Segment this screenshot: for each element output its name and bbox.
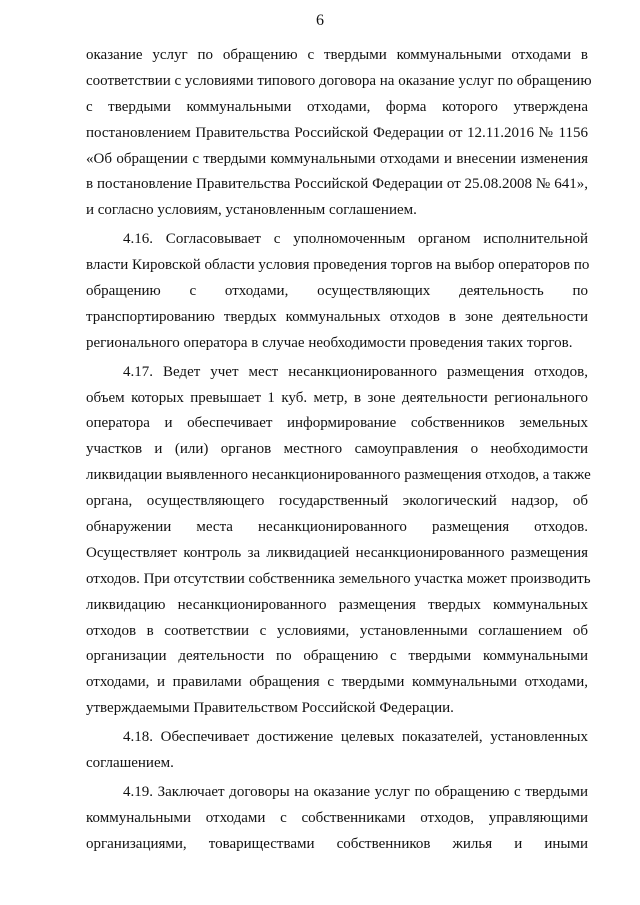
text-line: коммунальными отходами с собственниками отходов, управляющими bbox=[86, 809, 588, 826]
text-line: 4.18. Обеспечивает достижение целевых показателей, установленных bbox=[123, 729, 588, 746]
text-line: Осуществляет контроль за ликвидацией несанкционированного размещения bbox=[86, 544, 588, 561]
text-line: утверждаемыми Правительством Российской Федерации. bbox=[86, 700, 454, 717]
text-line: власти Кировской области условия проведения торгов на выбор операторов по bbox=[86, 257, 590, 274]
text-line: отходами, и правилами обращения с твердыми коммунальными отходами, bbox=[86, 674, 588, 691]
text-line: с твердыми коммунальными отходами, форма которого утверждена bbox=[86, 98, 588, 115]
text-line: «Об обращении с твердыми коммунальными отходами и внесении изменения bbox=[86, 150, 588, 167]
text-line: оператора и обеспечивает информирование собственников земельных bbox=[86, 415, 588, 432]
text-line: ликвидации выявленного несанкционированного размещения отходов, а также bbox=[86, 467, 591, 484]
text-line: регионального оператора в случае необходимости проведения таких торгов. bbox=[86, 334, 573, 351]
text-line: объем которых превышает 1 куб. метр, в зоне деятельности регионального bbox=[86, 389, 588, 406]
text-line: органа, осуществляющего государственный экологический надзор, об bbox=[86, 493, 588, 510]
paragraph bbox=[86, 725, 588, 777]
paragraph bbox=[86, 43, 592, 224]
text-line: организации деятельности по обращению с твердыми коммунальными bbox=[86, 648, 588, 665]
text-line: 4.16. Согласовывает с уполномоченным органом исполнительной bbox=[123, 231, 588, 248]
paragraph bbox=[86, 360, 591, 722]
text-line: 4.19. Заключает договоры на оказание услуг по обращению с твердыми bbox=[123, 783, 588, 800]
paragraph bbox=[86, 227, 588, 356]
text-line: ликвидацию несанкционированного размещения твердых коммунальных bbox=[86, 596, 588, 613]
text-line: организациями, товариществами собственников жилья и иными bbox=[86, 835, 588, 852]
text-line: и согласно условиям, установленным соглашением. bbox=[86, 202, 417, 219]
text-line: обнаружении места несанкционированного размещения отходов. bbox=[86, 519, 588, 536]
text-line: 4.17. Ведет учет мест несанкционированного размещения отходов, bbox=[123, 363, 588, 380]
document-body bbox=[86, 43, 592, 858]
text-line: отходов. При отсутствии собственника земельного участка может производить bbox=[86, 570, 591, 587]
text-line: соответствии с условиями типового договора на оказание услуг по обращению bbox=[86, 72, 592, 89]
text-line: участков и (или) органов местного самоуправления о необходимости bbox=[86, 441, 588, 458]
text-line: в постановление Правительства Российской Федерации от 25.08.2008 № 641», bbox=[86, 176, 588, 193]
text-line: обращению с отходами, осуществляющих деятельность по bbox=[86, 283, 588, 300]
text-line: соглашением. bbox=[86, 755, 174, 772]
text-line: отходов в соответствии с условиями, установленными соглашением об bbox=[86, 622, 588, 639]
text-line: оказание услуг по обращению с твердыми коммунальными отходами в bbox=[86, 47, 588, 63]
paragraph bbox=[86, 780, 588, 858]
text-line: постановлением Правительства Российской Федерации от 12.11.2016 № 1156 bbox=[86, 124, 588, 141]
text-line: транспортированию твердых коммунальных отходов в зоне деятельности bbox=[86, 308, 588, 325]
page-number: 6 bbox=[316, 12, 324, 29]
